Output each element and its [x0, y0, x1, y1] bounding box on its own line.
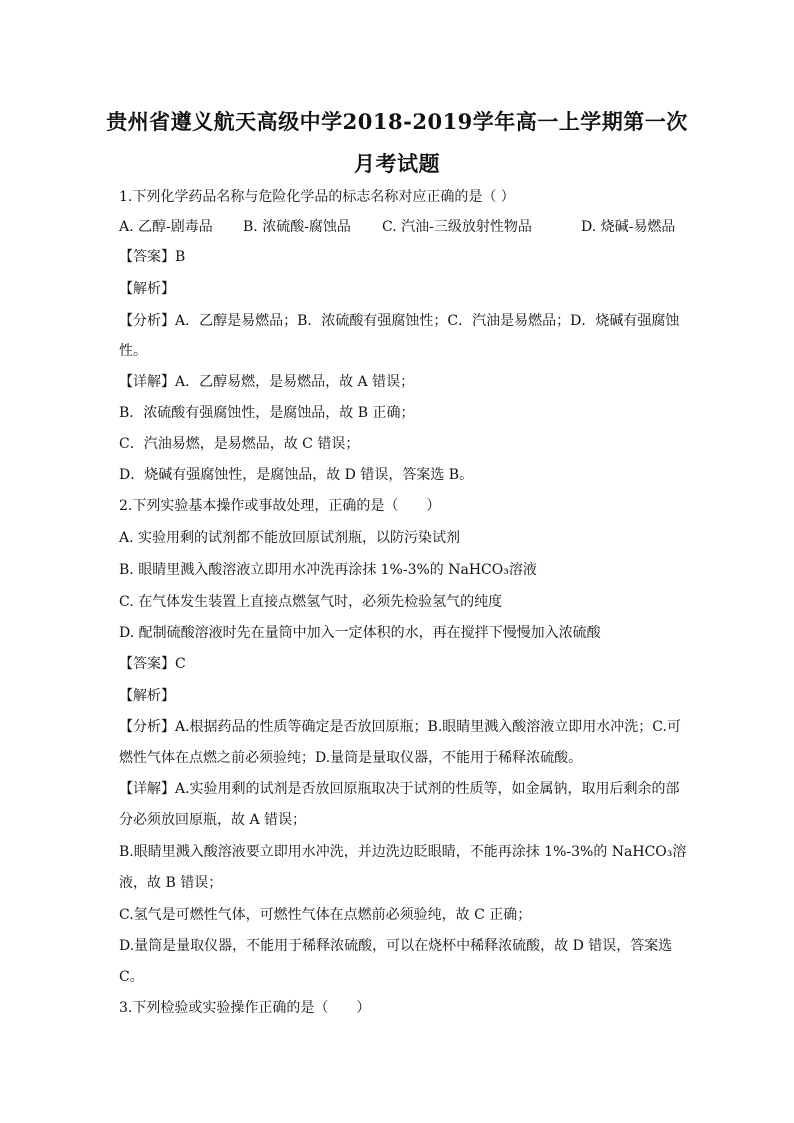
q2-analysis-line: 【分析】A.根据药品的性质等确定是否放回原瓶；B.眼睛里溅入酸溶液立即用水冲洗；C.可: [119, 719, 681, 735]
q1-choice-c: C. 汽油-三级放射性物品: [382, 219, 532, 235]
q2-detail-line: 分必须放回原瓶，故 A 错误；: [119, 812, 307, 828]
q2-choice-b: B. 眼睛里溅入酸溶液立即用水冲洗再涂抹 1%-3%的 NaHCO₃溶液: [119, 562, 537, 578]
q1-detail-line: C．汽油易燃，是易燃品，故 C 错误；: [119, 436, 360, 452]
q1-analysis-line: 性。: [119, 343, 147, 359]
q2-detail-line: 【详解】A.实验用剩的试剂是否放回原瓶取决于试剂的性质等，如金属钠，取用后剩余的部: [119, 781, 680, 797]
question-1-text: 1.下列化学药品名称与危险化学品的标志名称对应正确的是（ ）: [119, 189, 515, 205]
question-2-text: 2.下列实验基本操作或事故处理，正确的是（ ）: [119, 498, 441, 514]
q2-detail-line: C.氢气是可燃性气体，可燃性气体在点燃前必须验纯，故 C 正确；: [119, 907, 532, 923]
q1-detail-line: D．烧碱有强腐蚀性，是腐蚀品，故 D 错误，答案选 B。: [119, 467, 474, 483]
q2-analysis-label: 【解析】: [119, 688, 175, 704]
page-title-line2: 月考试题: [354, 151, 440, 176]
q2-analysis-line: 燃性气体在点燃之前必须验纯；D.量筒是量取仪器，不能用于稀释浓硫酸。: [119, 750, 583, 766]
q2-detail-line: B.眼睛里溅入酸溶液要立即用水冲洗，并边洗边眨眼睛，不能再涂抹 1%-3%的 NaHCO₃溶: [119, 844, 687, 860]
q1-analysis-label: 【解析】: [119, 281, 175, 297]
q2-choice-a: A. 实验用剩的试剂都不能放回原试剂瓶，以防污染试剂: [119, 530, 461, 546]
question-3-text: 3.下列检验或实验操作正确的是（ ）: [119, 1000, 371, 1016]
q1-choice-d: D. 烧碱-易燃品: [581, 219, 676, 235]
question-1-choices: [119, 217, 679, 237]
q2-detail-line: D.量筒是量取仪器，不能用于稀释浓硫酸，可以在烧杯中稀释浓硫酸，故 D 错误，答案选: [119, 938, 673, 954]
q2-choice-d: D. 配制硫酸溶液时先在量筒中加入一定体积的水，再在搅拌下慢慢加入浓硫酸: [119, 625, 601, 641]
q2-detail-line: C。: [119, 969, 144, 985]
q1-analysis-line: 【分析】A．乙醇是易燃品；B．浓硫酸有强腐蚀性；C．汽油是易燃品；D．烧碱有强腐蚀: [119, 313, 680, 329]
q1-answer: 【答案】B: [119, 249, 186, 265]
q1-detail-line: 【详解】A．乙醇易燃，是易燃品，故 A 错误；: [119, 374, 415, 390]
q2-detail-line: 液，故 B 错误；: [119, 875, 223, 891]
q1-detail-line: B．浓硫酸有强腐蚀性，是腐蚀品，故 B 正确；: [119, 405, 415, 421]
q1-choice-a: A. 乙醇-剧毒品: [119, 219, 213, 235]
q1-choice-b: B. 浓硫酸-腐蚀品: [243, 219, 351, 235]
page-title: 贵州省遵义航天高级中学2018-2019学年高一上学期第一次: [106, 109, 688, 134]
q2-choice-c: C. 在气体发生装置上直接点燃氢气时，必须先检验氢气的纯度: [119, 594, 503, 610]
q2-answer: 【答案】C: [119, 656, 186, 672]
